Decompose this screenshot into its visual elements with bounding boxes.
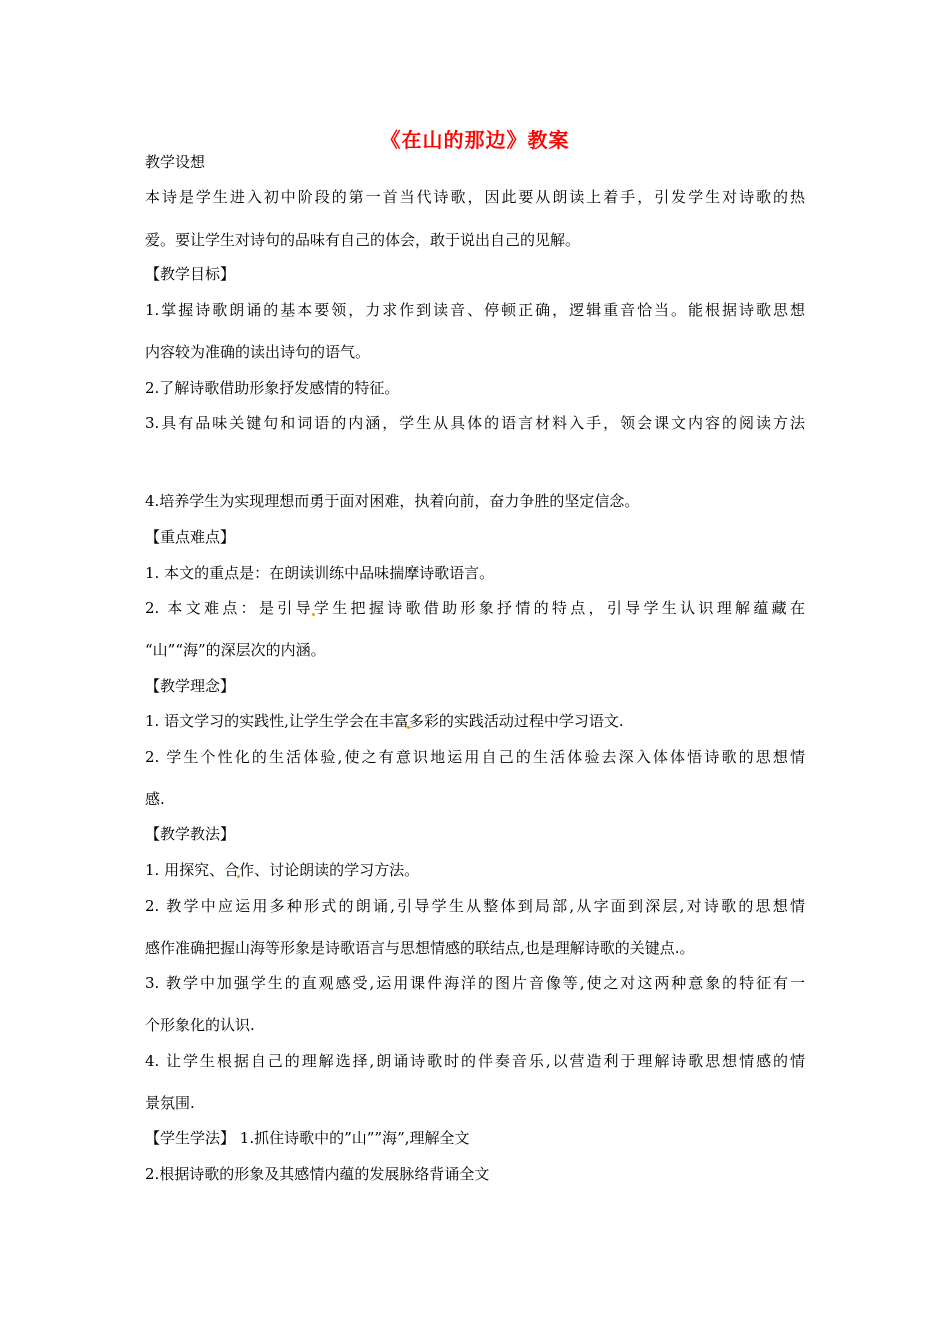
paragraph-line: 感. bbox=[145, 790, 165, 808]
paragraph-line: 本诗是学生进入初中阶段的第一首当代诗歌，因此要从朗读上着手，引发学生对诗歌的热 bbox=[145, 188, 805, 206]
paragraph-line bbox=[145, 711, 624, 731]
text-run: 1.抓住诗歌中的”山””海”,理解全文 bbox=[235, 1129, 470, 1147]
text-run: 1. 用探究、合 bbox=[145, 861, 240, 879]
paragraph-line: 感作准确把握山海等形象是诗歌语言与思想情感的联结点,也是理解诗歌的关键点.。 bbox=[145, 939, 695, 957]
study-line bbox=[145, 1128, 470, 1148]
paragraph-line: 2. 学生个性化的生活体验,使之有意识地运用自己的生活体验去深入体体悟诗歌的思想情 bbox=[145, 748, 805, 766]
paragraph-line: 1. 本文的重点是：在朗读训练中品味揣摩诗歌语言。 bbox=[145, 564, 495, 582]
paragraph-line: 内容较为准确的读出诗句的语气。 bbox=[145, 343, 371, 361]
design-heading: 教学设想 bbox=[145, 153, 206, 171]
paragraph-line: 3.具有品味关键句和词语的内涵，学生从具体的语言材料入手，领会课文内容的阅读方法 bbox=[145, 414, 805, 432]
paragraph-line: 2. 教学中应运用多种形式的朗诵,引导学生从整体到局部,从字面到深层,对诗歌的思想情 bbox=[145, 897, 805, 915]
paragraph-line: 3. 教学中加强学生的直观感受,运用课件海洋的图片音像等,使之对这两种意象的特征有一 bbox=[145, 974, 805, 992]
document-title: 《在山的那边》教案 bbox=[380, 128, 570, 152]
text-run: 2. 本文难点：是引导 bbox=[145, 599, 314, 617]
paragraph-line: 个形象化的认识. bbox=[145, 1016, 255, 1034]
paragraph-line: 爱。要让学生对诗句的品味有自己的体会，敢于说出自己的见解。 bbox=[145, 231, 581, 249]
paragraph-line: 4.培养学生为实现理想而勇于面对困难，执着向前，奋力争胜的坚定信念。 bbox=[145, 492, 640, 510]
text-run: 1. 语文学习的实践性,让学生学会在丰富 bbox=[145, 712, 409, 730]
text-run: 多彩的实践活动过程中学习语文. bbox=[408, 712, 624, 730]
section-heading-goals: 【教学目标】 bbox=[145, 265, 236, 283]
section-heading-method: 【教学教法】 bbox=[145, 825, 236, 843]
paragraph-line bbox=[145, 860, 419, 880]
text-run: 学生把握诗歌借助形象抒情的特点，引导学生认识理解蕴藏在 bbox=[313, 599, 805, 617]
paragraph-line: 景氛围. bbox=[145, 1094, 195, 1112]
paragraph-line: “山”“海”的深层次的内涵。 bbox=[145, 641, 326, 659]
paragraph-line: 2.根据诗歌的形象及其感情内蕴的发展脉络背诵全文 bbox=[145, 1165, 490, 1183]
section-heading-study: 【学生学法】 bbox=[145, 1129, 236, 1147]
paragraph-line bbox=[145, 598, 805, 618]
section-heading-key: 【重点难点】 bbox=[145, 528, 236, 546]
paragraph-line: 4. 让学生根据自己的理解选择,朗诵诗歌时的伴奏音乐,以营造利于理解诗歌思想情感的情 bbox=[145, 1052, 805, 1070]
paragraph-line: 2.了解诗歌借助形象抒发感情的特征。 bbox=[145, 379, 400, 397]
section-heading-concept: 【教学理念】 bbox=[145, 677, 236, 695]
paragraph-line: 1.掌握诗歌朗诵的基本要领，力求作到读音、停顿正确，逻辑重音恰当。能根据诗歌思想 bbox=[145, 301, 805, 319]
text-run: 作、讨论朗读的学习方法。 bbox=[239, 861, 420, 879]
